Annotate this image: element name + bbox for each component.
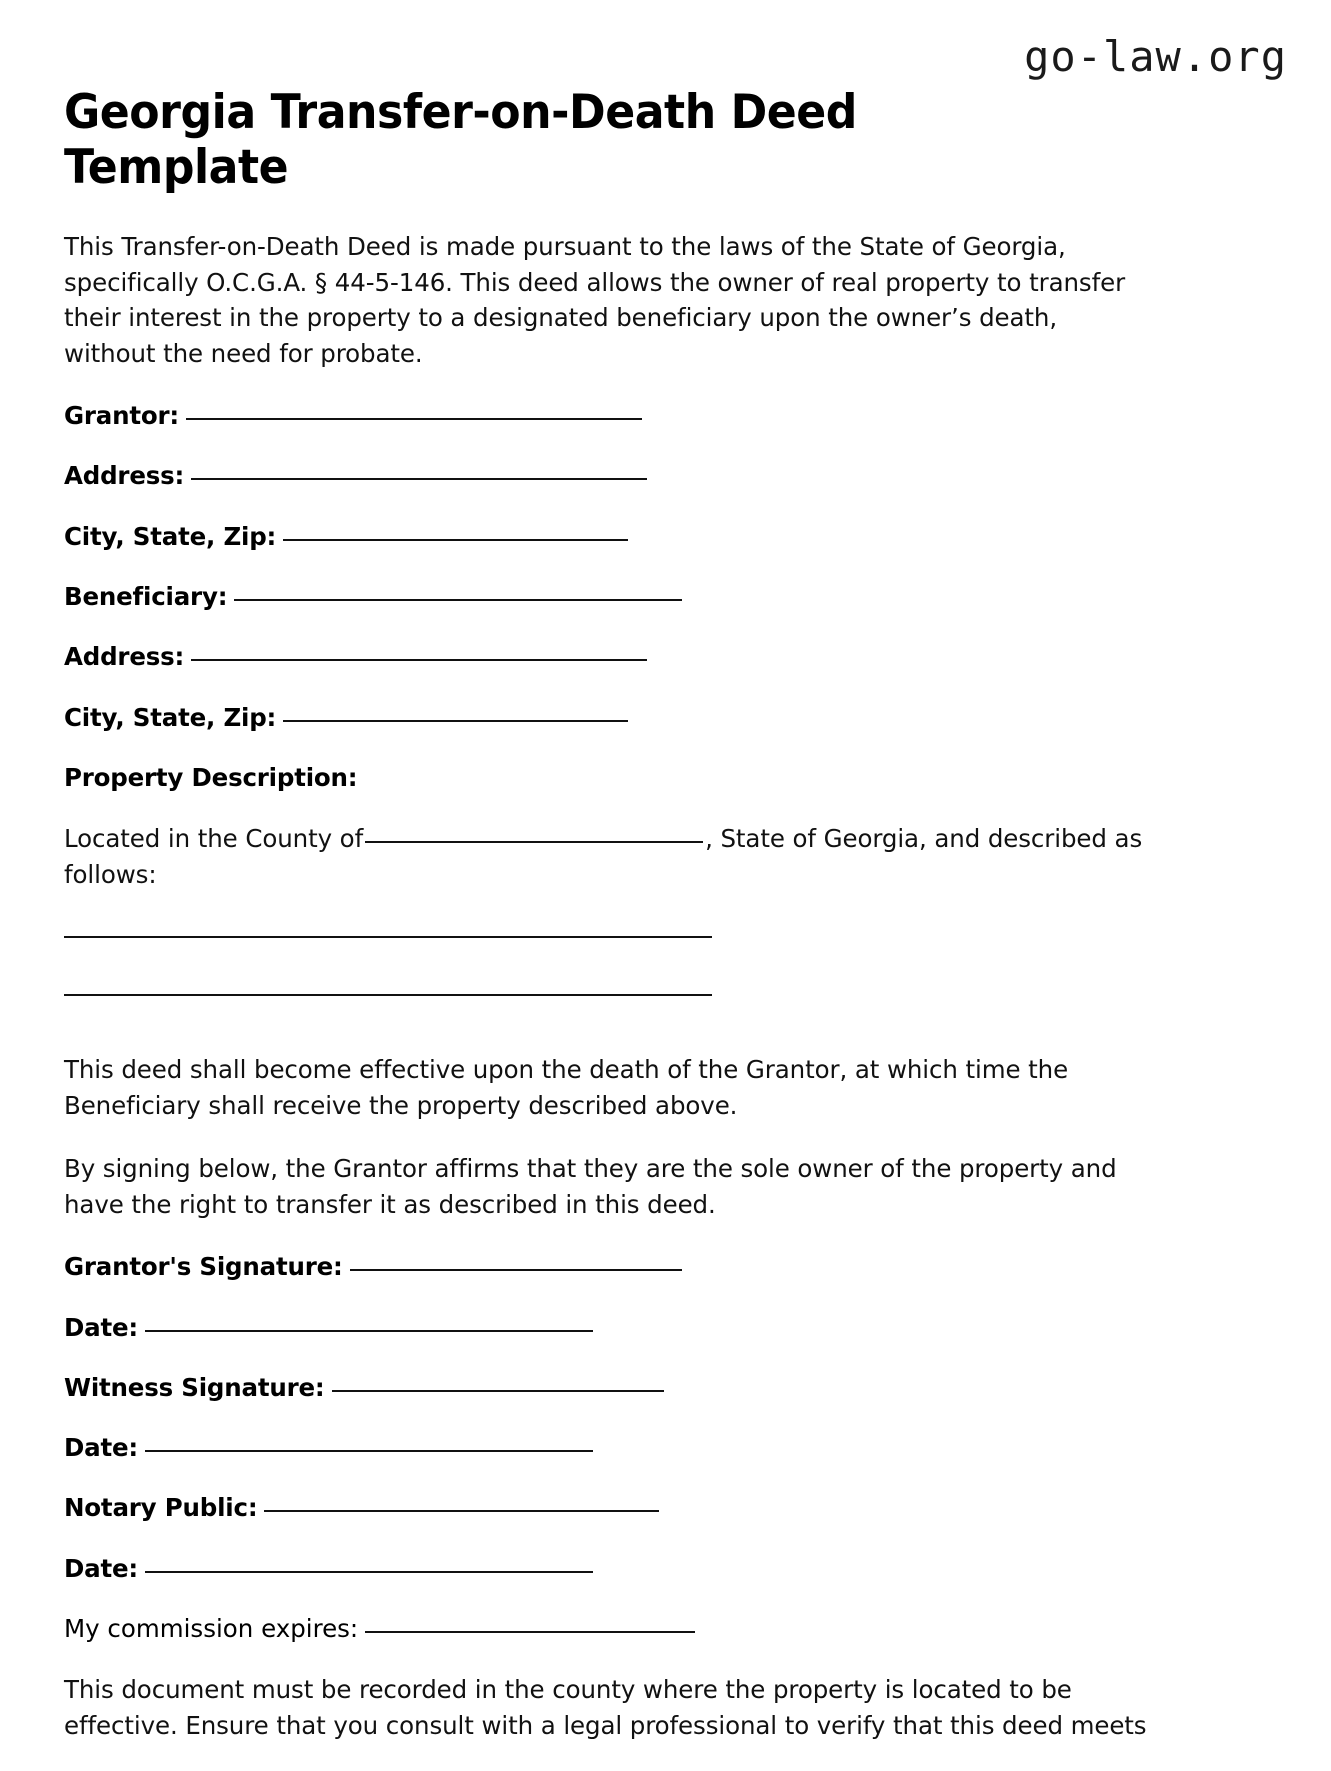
property-description-heading-label: Property Description: [64,762,358,792]
field-grantor-city-state-zip-label: City, State, Zip: [64,521,277,551]
field-notary-date-label: Date: [64,1553,138,1583]
property-description-heading [64,761,1149,795]
field-notary-public [64,1491,1149,1525]
field-county-input[interactable] [365,841,703,843]
field-witness-signature-input[interactable] [332,1390,664,1392]
field-beneficiary [64,580,1149,614]
property-description-blank-line-1[interactable] [64,936,712,938]
county-prefix-text: Located in the County of [64,824,364,854]
field-grantor [64,399,1149,433]
field-notary-public-input[interactable] [264,1510,659,1512]
field-grantor-signature-date-input[interactable] [145,1330,593,1332]
field-notary-date [64,1552,1149,1586]
field-grantor-address [64,459,1149,493]
field-witness-signature-date [64,1431,1149,1465]
county-suffix-text: , State of Georgia, and described as follows: [64,824,1143,889]
field-beneficiary-label: Beneficiary: [64,581,228,611]
field-grantor-city-state-zip [64,520,1149,554]
field-beneficiary-address [64,640,1149,674]
field-grantor-signature [64,1250,1149,1284]
field-grantor-input[interactable] [186,418,642,420]
field-grantor-address-input[interactable] [191,478,647,480]
field-commission-expires-input[interactable] [365,1631,695,1633]
intro-paragraph: This Transfer-on-Death Deed is made pursuant to the laws of the State of Georgia, specifically O.C.G.A. § 44-5-146. This deed allows the owner of real property to transfer their interest in the property to a designated beneficiary upon the owner’s death, without the need for probate. [64,232,1126,368]
field-beneficiary-city-state-zip-input[interactable] [283,720,628,722]
field-beneficiary-input[interactable] [234,599,682,601]
county-location-paragraph [64,821,1149,892]
field-grantor-signature-input[interactable] [350,1269,682,1271]
field-grantor-signature-date [64,1311,1149,1345]
page-title: Georgia Transfer-on-Death Deed Template [64,85,857,195]
document-content [64,86,1149,1771]
site-logo: go-law.org [1024,32,1287,81]
field-witness-signature-date-input[interactable] [145,1450,593,1452]
field-witness-signature-date-label: Date: [64,1433,138,1463]
property-description-blank-line-2[interactable] [64,994,712,996]
effective-paragraph: This deed shall become effective upon the death of the Grantor, at which time the Beneficiary shall receive the property described above. [64,1055,1069,1120]
affirmation-paragraph: By signing below, the Grantor affirms that they are the sole owner of the property and have the right to transfer it as described in this deed. [64,1154,1117,1219]
field-notary-public-label: Notary Public: [64,1493,258,1523]
field-grantor-signature-date-label: Date: [64,1312,138,1342]
field-commission-expires [64,1612,1149,1646]
field-commission-expires-label: My commission expires: [64,1614,359,1644]
field-beneficiary-address-label: Address: [64,642,185,672]
field-grantor-label: Grantor: [64,401,179,431]
field-grantor-address-label: Address: [64,461,185,491]
field-beneficiary-address-input[interactable] [191,659,647,661]
closing-paragraph: This document must be recorded in the county where the property is located to be effective. Ensure that you consult with a legal professional to verify that this deed meets [64,1675,1147,1740]
field-witness-signature-label: Witness Signature: [64,1372,325,1402]
field-notary-date-input[interactable] [145,1571,593,1573]
field-beneficiary-city-state-zip [64,701,1149,735]
field-witness-signature [64,1371,1149,1405]
field-grantor-city-state-zip-input[interactable] [283,539,628,541]
field-beneficiary-city-state-zip-label: City, State, Zip: [64,702,277,732]
field-grantor-signature-label: Grantor's Signature: [64,1252,343,1282]
